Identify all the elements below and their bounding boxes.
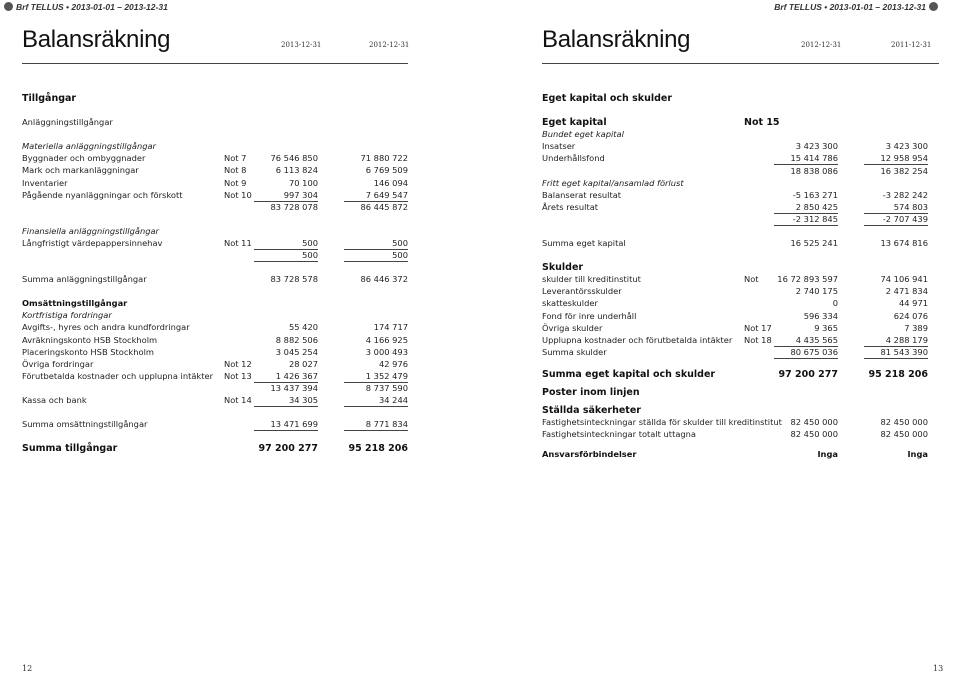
- table-row: [22, 395, 408, 406]
- value-previous-year: 13 674 816: [880, 238, 928, 248]
- row-label: Summa tillgångar: [22, 443, 118, 455]
- table-row: [542, 153, 926, 164]
- table-row: [22, 359, 408, 370]
- date-column-2: 2011-12-31: [891, 41, 932, 49]
- row-label: Övriga skulder: [542, 322, 603, 333]
- value-previous-year: 4 166 925: [365, 334, 408, 345]
- value-current-year: 500: [254, 250, 318, 262]
- title-rule: [22, 63, 408, 64]
- row-label: Insatser: [542, 141, 576, 152]
- table-row: [542, 214, 926, 225]
- table-row: [542, 347, 926, 358]
- value-current-year: 83 728 078: [270, 201, 318, 212]
- value-previous-year: -3 282 242: [882, 189, 928, 200]
- row-label: Fond för inre underhåll: [542, 310, 637, 321]
- row-label: Ställda säkerheter: [542, 405, 641, 417]
- row-label: Mark och markanläggningar: [22, 165, 139, 176]
- table-row: [22, 250, 408, 261]
- note-reference: Not: [744, 274, 759, 285]
- value-previous-year: 81 543 390: [864, 347, 928, 359]
- row-label: Pågående nyanläggningar och förskott: [22, 189, 183, 200]
- table-row: [22, 190, 408, 201]
- table-row: [22, 443, 408, 454]
- row-label: Poster inom linjen: [542, 387, 640, 398]
- row-label: skatteskulder: [542, 298, 598, 309]
- value-previous-year: 4 288 179: [864, 335, 928, 347]
- date-column-2: 2012-12-31: [369, 41, 410, 49]
- value-current-year: 6 113 824: [275, 165, 318, 176]
- table-row: [22, 298, 408, 309]
- row-label: Balanserat resultat: [542, 189, 622, 200]
- value-previous-year: 7 649 547: [344, 190, 408, 202]
- note-reference: Not 8: [224, 165, 247, 176]
- row-label: Summa skulder: [542, 346, 607, 357]
- table-row: [22, 165, 408, 176]
- note-reference: Not 14: [224, 395, 252, 405]
- value-previous-year: Inga: [907, 449, 928, 460]
- table-row: [542, 274, 926, 285]
- table-row: [542, 286, 926, 297]
- value-previous-year: 2 471 834: [885, 286, 928, 297]
- value-current-year: 13 437 394: [270, 382, 318, 393]
- row-label: Kassa och bank: [22, 395, 87, 405]
- value-current-year: 82 450 000: [790, 429, 838, 440]
- row-label: Eget kapital och skulder: [542, 93, 673, 104]
- row-label: Summa eget kapital och skulder: [542, 368, 716, 380]
- value-previous-year: 82 450 000: [880, 417, 928, 428]
- row-label: Årets resultat: [542, 201, 599, 212]
- value-current-year: 0: [832, 298, 838, 309]
- note-reference: Not 12: [224, 358, 252, 369]
- table-row: [542, 429, 926, 440]
- value-current-year: 4 435 565: [774, 335, 838, 347]
- table-row: [542, 129, 926, 140]
- right-page: [480, 0, 960, 675]
- table-row: [542, 262, 926, 273]
- row-label: Finansiella anläggningstillgångar: [22, 225, 159, 236]
- table-row: [22, 371, 408, 382]
- logo-icon: [929, 2, 938, 11]
- value-current-year: 3 423 300: [795, 141, 838, 152]
- value-current-year: 55 420: [288, 322, 318, 333]
- value-current-year: 2 740 175: [795, 286, 838, 297]
- table-row: [22, 274, 408, 285]
- note-reference: Not 17: [744, 322, 772, 333]
- note-reference: Not 7: [224, 153, 247, 164]
- row-label: Summa eget kapital: [542, 238, 626, 248]
- table-row: [22, 93, 408, 104]
- value-current-year: Inga: [817, 449, 838, 460]
- value-current-year: 70 100: [288, 177, 318, 188]
- value-previous-year: 1 352 479: [344, 371, 408, 383]
- table-row: [542, 335, 926, 346]
- value-previous-year: 500: [344, 250, 408, 262]
- value-current-year: 97 200 277: [778, 368, 838, 380]
- row-label: Förutbetalda kostnader och upplupna intäkter: [22, 370, 214, 381]
- value-current-year: 2 850 425: [774, 202, 838, 214]
- row-label: Summa anläggningstillgångar: [22, 274, 147, 285]
- table-row: [542, 238, 926, 249]
- table-row: [542, 369, 926, 380]
- row-label: Byggnader och ombyggnader: [22, 153, 146, 164]
- table-row: [542, 323, 926, 334]
- value-current-year: 16 525 241: [790, 238, 838, 248]
- value-current-year: 15 414 786: [774, 153, 838, 165]
- value-current-year: 8 882 506: [275, 334, 318, 345]
- value-previous-year: 86 446 372: [360, 274, 408, 285]
- note-reference: Not 15: [744, 117, 780, 129]
- value-previous-year: 3 423 300: [885, 141, 928, 152]
- value-previous-year: 95 218 206: [868, 368, 928, 380]
- table-row: [542, 417, 926, 428]
- note-reference: Not 9: [224, 177, 247, 188]
- row-label: Tillgångar: [22, 93, 77, 104]
- table-row: [542, 166, 926, 177]
- table-row: [22, 153, 408, 164]
- table-row: [542, 405, 926, 416]
- report-header: [4, 2, 168, 12]
- row-label: Ansvarsförbindelser: [542, 449, 637, 460]
- logo-icon: [4, 2, 13, 11]
- row-label: Långfristigt värdepappersinnehav: [22, 237, 163, 248]
- value-current-year: 16 72 893 597: [777, 274, 838, 285]
- note-reference: Not 13: [224, 370, 252, 381]
- table-row: [22, 310, 408, 321]
- table-row: [542, 202, 926, 213]
- row-label: Fastighetsinteckningar ställda för skulder till kreditinstitut: [542, 417, 782, 428]
- report-header: [774, 2, 938, 12]
- row-label: Avgifts-, hyres och andra kundfordringar: [22, 322, 190, 333]
- note-reference: Not 10: [224, 189, 252, 200]
- row-label: Kortfristiga fordringar: [22, 310, 112, 321]
- note-reference: Not 18: [744, 334, 772, 345]
- row-label: Fastighetsinteckningar totalt uttagna: [542, 429, 697, 440]
- table-row: [22, 178, 408, 189]
- table-row: [542, 178, 926, 189]
- value-current-year: -5 163 271: [792, 189, 838, 200]
- value-previous-year: -2 707 439: [864, 214, 928, 226]
- page-number: 13: [933, 664, 944, 673]
- row-label: Eget kapital: [542, 117, 607, 129]
- table-row: [542, 93, 926, 104]
- table-row: [542, 141, 926, 152]
- row-label: Anläggningstillgångar: [22, 117, 113, 128]
- row-label: Skulder: [542, 262, 584, 274]
- value-current-year: 28 027: [288, 358, 318, 369]
- value-current-year: 13 471 699: [254, 419, 318, 431]
- value-current-year: 500: [254, 238, 318, 250]
- table-row: [542, 311, 926, 322]
- table-row: [22, 335, 408, 346]
- table-row: [542, 117, 926, 128]
- value-previous-year: 8 737 590: [365, 382, 408, 393]
- header-text: Brf TELLUS • 2013-01-01 – 2013-12-31: [16, 2, 168, 12]
- row-label: Leverantörsskulder: [542, 286, 622, 297]
- value-previous-year: 174 717: [373, 322, 408, 333]
- row-label: Underhållsfond: [542, 153, 605, 164]
- date-column-1: 2012-12-31: [801, 41, 842, 49]
- table-row: [22, 226, 408, 237]
- row-label: Bundet eget kapital: [542, 129, 624, 140]
- value-current-year: 18 838 086: [790, 165, 838, 176]
- value-previous-year: 500: [344, 238, 408, 250]
- value-previous-year: 82 450 000: [880, 429, 928, 440]
- value-previous-year: 44 971: [898, 298, 928, 309]
- value-previous-year: 3 000 493: [365, 346, 408, 357]
- value-current-year: 997 304: [254, 190, 318, 202]
- table-row: [22, 347, 408, 358]
- table-row: [22, 383, 408, 394]
- row-label: Inventarier: [22, 177, 68, 188]
- value-previous-year: 12 958 954: [864, 153, 928, 165]
- value-previous-year: 574 803: [864, 202, 928, 214]
- value-previous-year: 34 244: [344, 395, 408, 407]
- value-previous-year: 42 976: [378, 358, 408, 369]
- value-previous-year: 146 094: [373, 177, 408, 188]
- table-row: [22, 202, 408, 213]
- row-label: Avräkningskonto HSB Stockholm: [22, 334, 158, 345]
- value-current-year: -2 312 845: [774, 214, 838, 226]
- row-label: Fritt eget kapital/ansamlad förlust: [542, 177, 684, 188]
- row-label: Materiella anläggningstillgångar: [22, 141, 156, 152]
- value-current-year: 97 200 277: [258, 443, 318, 455]
- value-previous-year: 86 445 872: [360, 201, 408, 212]
- value-current-year: 3 045 254: [275, 346, 318, 357]
- table-row: [22, 117, 408, 128]
- value-current-year: 596 334: [803, 310, 838, 321]
- table-row: [22, 322, 408, 333]
- date-column-1: 2013-12-31: [281, 41, 322, 49]
- value-previous-year: 7 389: [904, 322, 928, 333]
- table-row: [22, 419, 408, 430]
- value-previous-year: 16 382 254: [880, 165, 928, 176]
- value-current-year: 1 426 367: [254, 371, 318, 383]
- value-current-year: 80 675 036: [774, 347, 838, 359]
- row-label: skulder till kreditinstitut: [542, 274, 641, 285]
- value-previous-year: 95 218 206: [348, 443, 408, 455]
- note-reference: Not 11: [224, 237, 252, 248]
- header-text: Brf TELLUS • 2013-01-01 – 2013-12-31: [774, 2, 926, 12]
- page-title: Balansräkning: [22, 26, 171, 53]
- row-label: Placeringskonto HSB Stockholm: [22, 346, 154, 357]
- value-current-year: 76 546 850: [270, 153, 318, 164]
- value-current-year: 83 728 578: [270, 274, 318, 285]
- row-label: Övriga fordringar: [22, 358, 94, 369]
- value-current-year: 82 450 000: [790, 417, 838, 428]
- row-label: Summa omsättningstillgångar: [22, 419, 148, 430]
- value-previous-year: 6 769 509: [365, 165, 408, 176]
- table-row: [542, 190, 926, 201]
- page-number: 12: [22, 664, 33, 673]
- value-previous-year: 8 771 834: [344, 419, 408, 431]
- value-current-year: 34 305: [254, 395, 318, 407]
- table-row: [542, 298, 926, 309]
- value-previous-year: 71 880 722: [360, 153, 408, 164]
- table-row: [22, 141, 408, 152]
- value-previous-year: 624 076: [893, 310, 928, 321]
- row-label: Upplupna kostnader och förutbetalda intäkter: [542, 334, 733, 345]
- title-rule: [542, 63, 939, 64]
- value-previous-year: 74 106 941: [880, 274, 928, 285]
- page-title: Balansräkning: [542, 26, 691, 53]
- table-row: [22, 238, 408, 249]
- table-row: [542, 387, 926, 398]
- table-row: [542, 449, 926, 460]
- row-label: Omsättningstillgångar: [22, 298, 128, 309]
- value-current-year: 9 365: [814, 322, 838, 333]
